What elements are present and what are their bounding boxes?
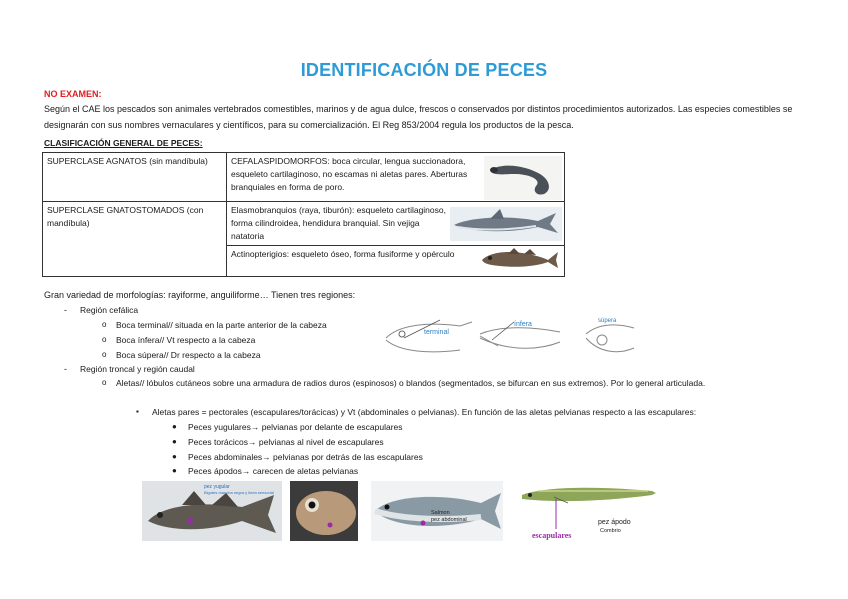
mouth-terminal: Boca terminal// situada en la parte anterior de la cabeza: [116, 320, 327, 330]
apodal-fish-photo: [518, 481, 658, 541]
morphology-intro: Gran variedad de morfologías: rayiforme, anguiliforme… Tienen tres regiones:: [44, 290, 356, 300]
dot-bullet: ●: [172, 452, 177, 461]
yugular-label: pez yugular: [204, 484, 230, 490]
yugular-fish-photo: [142, 481, 282, 541]
supera-label: súpera: [598, 318, 617, 324]
intro-paragraph: Según el CAE los pescados son animales vertebrados comestibles, marinos y de agua dulce, frescos o conservados por distintos procedimientos autorizados. Las especies comestibles se designarán con sus nombres vernaculares y científicos, para su comercialización. El Reg 853/2004 regula los productos de la pesca.: [44, 104, 793, 130]
trunk-region-label: Región troncal y región caudal: [80, 364, 195, 374]
elasmobranquios-desc: Elasmobranquios (raya, tiburón): esqueleto cartilaginoso, forma cilindroidea, hendidura branquial. Sin vejiga natatoria: [231, 205, 446, 241]
mouth-types-diagram: [380, 312, 636, 364]
cephalic-region-label: Región cefálica: [80, 305, 139, 315]
thoracic-fish-photo: [290, 481, 358, 541]
salmon-photo: [371, 481, 503, 541]
mouth-infera: Boca ínfera// Vt respecto a la cabeza: [116, 335, 256, 345]
dot-bullet: ●: [172, 437, 177, 446]
apodo-sublabel: Combrio: [600, 528, 621, 534]
terminal-label: terminal: [424, 329, 449, 336]
dash-bullet: -: [64, 364, 67, 374]
gnatostomados-label: SUPERCLASE GNATOSTOMADOS (con mandíbula): [43, 202, 227, 277]
circle-bullet: o: [102, 320, 107, 329]
dot-bullet: ●: [172, 422, 177, 431]
circle-bullet: o: [102, 378, 107, 387]
no-exam-note: NO EXAMEN:: [44, 89, 102, 99]
bony-fish-image: [478, 246, 560, 272]
circle-bullet: o: [102, 335, 107, 344]
fish-type-toracico: Peces torácicos→ pelvianas al nivel de escapulares: [188, 437, 384, 447]
lamprey-image: [484, 156, 562, 200]
square-bullet: ▪: [136, 407, 139, 416]
apodo-label: pez ápodo: [598, 519, 631, 526]
dash-bullet: -: [64, 305, 67, 315]
infera-label: ínfera: [514, 321, 532, 328]
page-title: IDENTIFICACIÓN DE PECES: [300, 60, 548, 80]
agnatos-desc: CEFALASPIDOMORFOS: boca circular, lengua succionadora, esqueleto cartilaginoso, no escamas ni aletas pares. Aberturas branquiales en forma de poro.: [231, 156, 468, 192]
actinopterigios-desc: Actinopterigios: esqueleto óseo, forma fusiforme y opérculo: [231, 249, 455, 259]
pair-fins-description: Aletas pares = pectorales (escapulares/torácicas) y Vt (abdominales o pelvianas). En función de las aletas pelvianas respecto a las escapulares:: [152, 407, 697, 417]
yugular-sublabel: Bigotes mancha negra y linea sensorial: [204, 490, 274, 495]
salmon-sublabel: pez abdominal: [431, 517, 467, 523]
fish-type-apodo: Peces ápodos→ carecen de aletas pelvianas: [188, 466, 359, 476]
fish-type-abdominal: Peces abdominales→ pelvianas por detrás de las escapulares: [188, 452, 423, 462]
salmon-label: Salmon: [431, 510, 450, 516]
dot-bullet: ●: [172, 466, 177, 475]
fins-description: Aletas// lóbulos cutáneos sobre una armadura de radios duros (espinosos) o blandos (segmentados, se bifurcan en sus extremos). Por lo general articulada.: [116, 378, 706, 388]
fish-type-yugular: Peces yugulares→ pelvianas por delante de escapulares: [188, 422, 403, 432]
classification-title: CLASIFICACIÓN GENERAL DE PECES:: [44, 138, 203, 148]
escapulares-label: escapulares: [532, 531, 572, 540]
shark-image: [450, 207, 562, 241]
circle-bullet: o: [102, 350, 107, 359]
agnatos-label: SUPERCLASE AGNATOS (sin mandíbula): [43, 153, 227, 202]
mouth-supera: Boca súpera// Dr respecto a la cabeza: [116, 350, 261, 360]
